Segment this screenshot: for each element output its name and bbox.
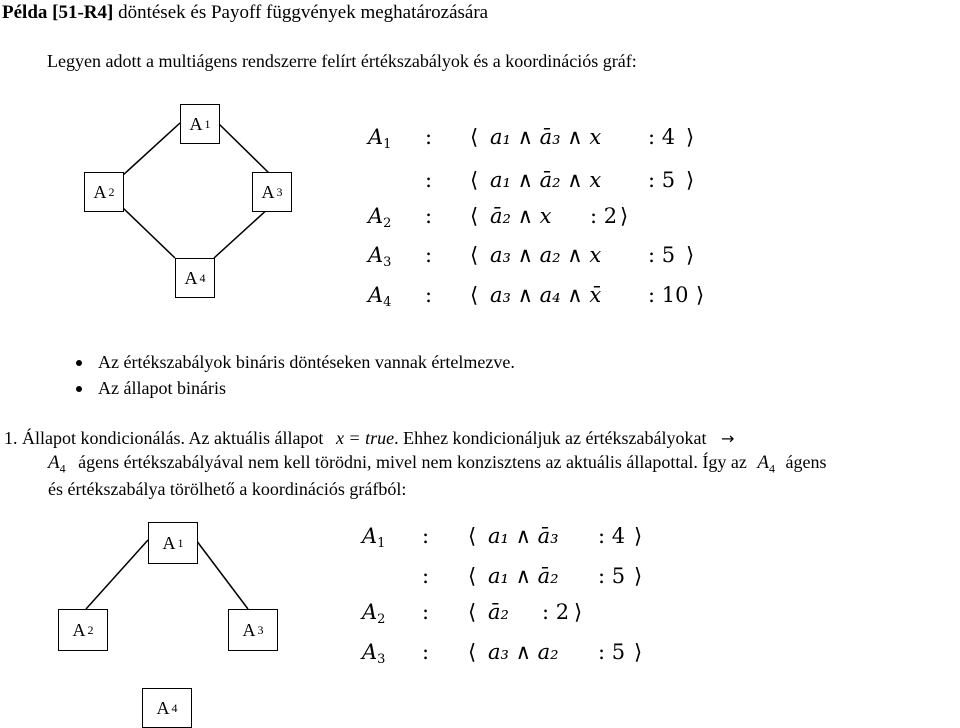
edge-a2-a4	[122, 207, 175, 258]
state-expression: x = true	[335, 428, 395, 448]
graph1-node-a3: A 3	[252, 172, 292, 212]
arrow-icon: →	[720, 429, 735, 448]
rule-row: $A_2$ : ⟨ ā₂ ∧ x : 2 ⟩	[368, 204, 629, 231]
rule-row: $A_1$ : ⟨ a₁ ∧ ā₃ ∧ x : 4 ⟩	[368, 125, 695, 152]
graph1-node-a2: A 2	[84, 172, 124, 212]
page-title	[2, 2, 488, 24]
edge-a4-a3	[214, 207, 270, 258]
title-example-label: Példa [51-R4]	[2, 2, 114, 23]
rule-row: $A_3$ : ⟨ a₃ ∧ a₂ : 5 ⟩	[362, 640, 643, 667]
rule-row: $A_3$ : ⟨ a₃ ∧ a₂ ∧ x : 5 ⟩	[368, 243, 695, 270]
intro-text: Legyen adott a multiágens rendszerre felírt értékszabályok és a koordinációs gráf:	[47, 51, 637, 71]
rule-row: $A_4$ : ⟨ a₃ ∧ a₄ ∧ x̄ : 10 ⟩	[368, 283, 705, 310]
graph2-node-a4: A 4	[142, 688, 192, 728]
step1-line3: és értékszabálya törölhető a koordinációs gráfból:	[48, 479, 407, 499]
graph2-node-a3: A 3	[228, 609, 278, 651]
bullet-icon	[76, 360, 82, 366]
graph2-node-a2: A 2	[58, 609, 108, 651]
edge2-a1-a3	[196, 540, 248, 609]
graph1-node-a1: A 1	[180, 104, 220, 144]
graph2-node-a1: A 1	[148, 522, 198, 564]
edge-a1-a3	[218, 123, 272, 176]
rule-row: $A_1$ : ⟨ a₁ ∧ ā₃ : 4 ⟩	[362, 524, 643, 551]
rule-row: $A_2$ : ⟨ ā₂ : 2 ⟩	[362, 600, 583, 627]
edge-a2-a1	[122, 123, 180, 176]
title-text: döntések és Payoff függvények meghatározására	[113, 2, 489, 23]
step1-line2: $A_4$ ágens értékszabályával nem kell törödni, mivel nem konzisztens az aktuális állapottal. Így az $A_4$ ágens	[48, 452, 827, 476]
step1-line1: 1. Állapot kondicionálás. Az aktuális állapot x = true. Ehhez kondicionáljuk az értékszabályokat →	[4, 428, 735, 448]
bullet-item: Az értékszabályok bináris döntéseken vannak értelmezve.	[98, 352, 515, 372]
edge2-a2-a1	[86, 540, 148, 609]
graph1-node-a4: A 4	[175, 258, 215, 298]
bullet-item: Az állapot bináris	[98, 378, 226, 398]
bullet-icon	[76, 386, 82, 392]
